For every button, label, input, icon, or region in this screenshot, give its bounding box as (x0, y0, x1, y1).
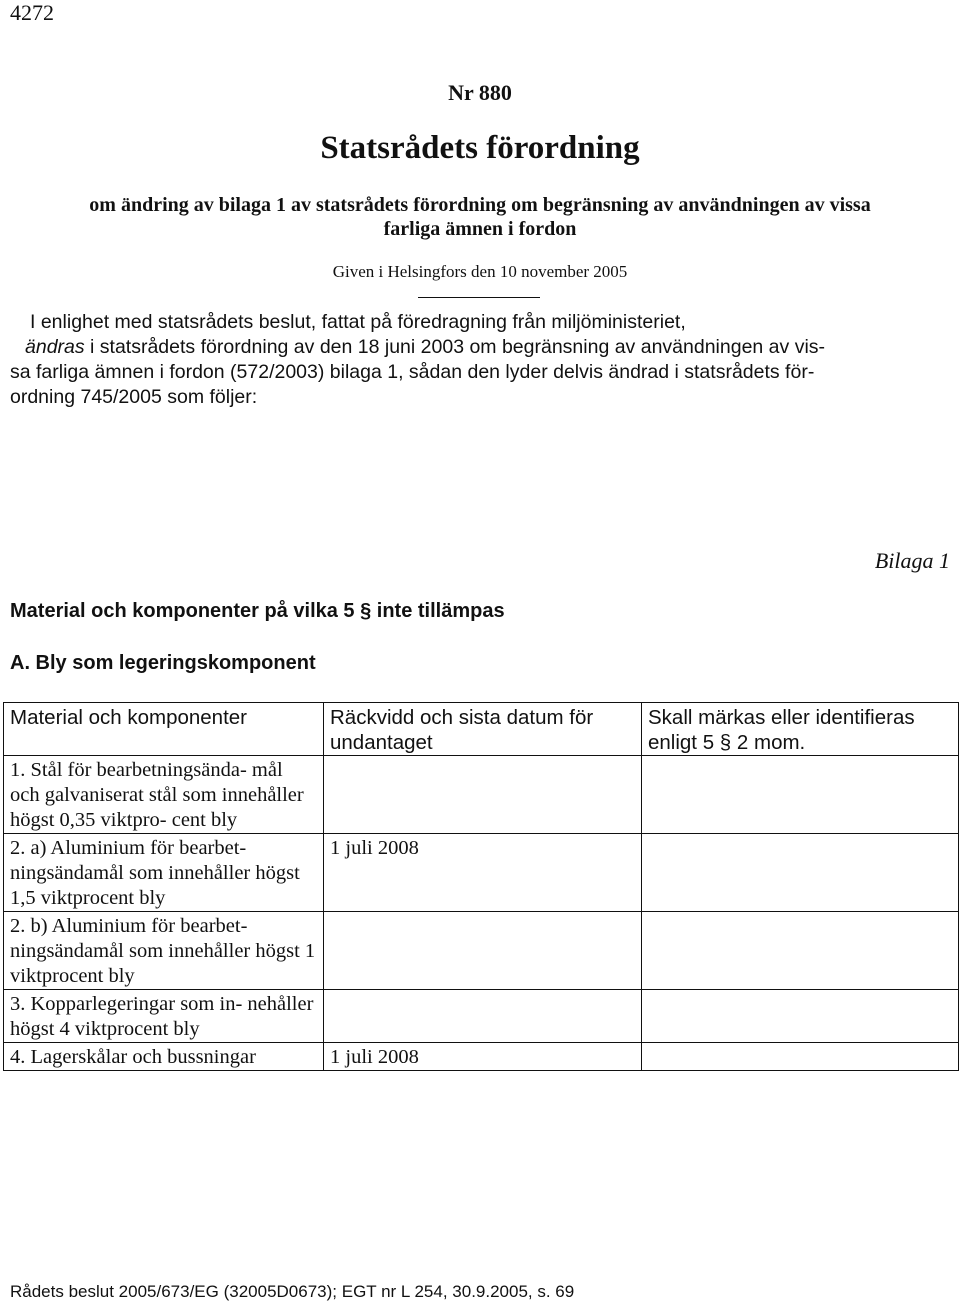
subtitle-line-1: om ändring av bilaga 1 av statsrådets förordning om begränsning av användningen av vissa (89, 194, 871, 216)
intro-line-1: I enlighet med statsrådets beslut, fattat på föredragning från miljöministeriet, (30, 311, 686, 333)
page-number: 4272 (10, 0, 54, 25)
cell-label (642, 834, 959, 912)
cell-material: 2. b) Aluminium för bearbet- ningsändamål som innehåller högst 1 viktprocent bly (4, 912, 324, 990)
page-title: Statsrådets förordning (320, 130, 640, 166)
cell-label (642, 990, 959, 1043)
table-row (4, 912, 959, 990)
table-row (4, 1043, 959, 1071)
appendix-label: Bilaga 1 (874, 548, 950, 573)
table-row (4, 834, 959, 912)
cell-label (642, 756, 959, 834)
cell-label (642, 1043, 959, 1071)
cell-scope: 1 juli 2008 (324, 834, 642, 912)
regulation-number-text: Nr 880 (448, 80, 512, 105)
cell-material: 3. Kopparlegeringar som in- nehåller högst 4 viktprocent bly (4, 990, 324, 1043)
given-date: Given i Helsingfors den 10 november 2005 (332, 262, 628, 281)
cell-material: 1. Stål för bearbetningsända- mål och galvaniserat stål som innehåller högst 0,35 viktpro- cent bly (4, 756, 324, 834)
exemption-table (3, 702, 959, 1071)
subsection-heading: A. Bly som legeringskomponent (10, 652, 316, 674)
section-heading: Material och komponenter på vilka 5 § inte tillämpas (10, 600, 505, 622)
intro-emphasis: ändras (25, 336, 85, 358)
cell-material: 2. a) Aluminium för bearbet- ningsändamål som innehåller högst 1,5 viktprocent bly (4, 834, 324, 912)
intro-line-3: sa farliga ämnen i fordon (572/2003) bilaga 1, sådan den lyder delvis ändrad i statsrådets för- (10, 361, 815, 383)
regulation-number (0, 80, 960, 106)
intro-line-2 (10, 335, 950, 360)
cell-label (642, 912, 959, 990)
table-row (4, 990, 959, 1043)
table-row (4, 756, 959, 834)
header-label: Skall märkas eller identifieras enligt 5 § 2 mom. (642, 703, 959, 756)
cell-scope (324, 990, 642, 1043)
table-header-row (4, 703, 959, 756)
intro-line-2-rest: i statsrådets förordning av den 18 juni 2003 om begränsning av användningen av vis- (84, 336, 826, 358)
header-scope: Räckvidd och sista datum för undantaget (324, 703, 642, 756)
subtitle (10, 193, 950, 241)
cell-scope (324, 756, 642, 834)
cell-scope: 1 juli 2008 (324, 1043, 642, 1071)
intro-line-4: ordning 745/2005 som följer: (10, 386, 258, 408)
subtitle-line-2: farliga ämnen i fordon (383, 218, 577, 240)
cell-scope (324, 912, 642, 990)
intro-paragraph (10, 310, 950, 410)
divider (418, 297, 540, 298)
cell-material: 4. Lagerskålar och bussningar (4, 1043, 324, 1071)
header-material: Material och komponenter (4, 703, 324, 756)
footnote: Rådets beslut 2005/673/EG (32005D0673); EGT nr L 254, 30.9.2005, s. 69 (10, 1282, 575, 1301)
